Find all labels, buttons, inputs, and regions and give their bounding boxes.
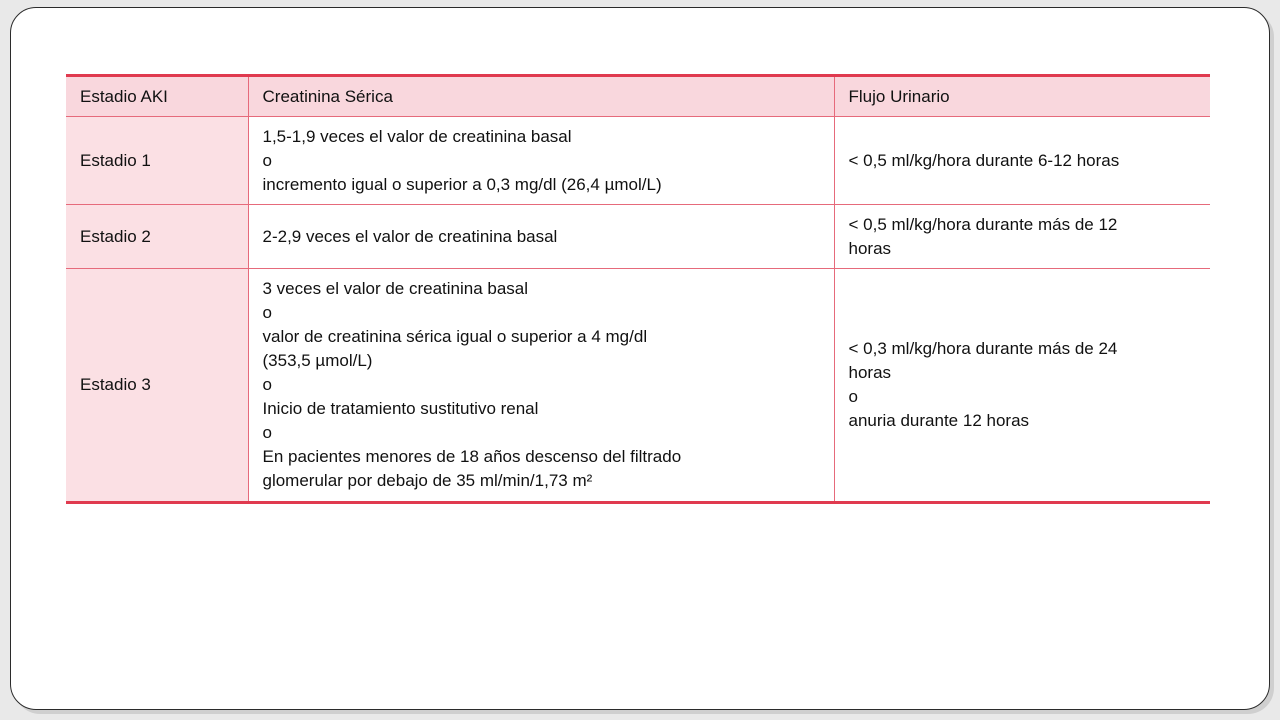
header-urine-flow: Flujo Urinario — [834, 76, 1210, 117]
creatinine-line: o — [262, 375, 272, 394]
urine-line: < 0,3 ml/kg/hora durante más de 24 — [848, 339, 1118, 358]
creatinine-line: 2-2,9 veces el valor de creatinina basal — [262, 226, 558, 246]
creatinine-cell — [248, 117, 834, 205]
creatinine-line: Inicio de tratamiento sustitutivo renal — [262, 399, 539, 418]
creatinine-cell — [248, 269, 834, 503]
table-header-row — [66, 76, 1210, 117]
creatinine-cell — [248, 205, 834, 269]
table-row — [66, 205, 1210, 269]
urine-line: < 0,5 ml/kg/hora durante más de 12 — [848, 214, 1118, 234]
creatinine-line: 1,5-1,9 veces el valor de creatinina basal — [262, 126, 572, 146]
creatinine-line: valor de creatinina sérica igual o superior a 4 mg/dl — [262, 327, 648, 346]
creatinine-line: incremento igual o superior a 0,3 mg/dl (26,4 µmol/L) — [262, 174, 662, 194]
creatinine-line: o — [262, 150, 272, 170]
stage-cell: Estadio 1 — [66, 117, 248, 205]
stage-cell: Estadio 2 — [66, 205, 248, 269]
urine-line: o — [848, 387, 858, 406]
urine-line: horas — [848, 363, 892, 382]
table-row — [66, 117, 1210, 205]
aki-staging-table — [66, 74, 1210, 504]
urine-line: anuria durante 12 horas — [848, 411, 1030, 430]
header-stage: Estadio AKI — [66, 76, 248, 117]
header-creatinine: Creatinina Sérica — [248, 76, 834, 117]
urine-cell — [834, 117, 1210, 205]
urine-cell — [834, 269, 1210, 503]
creatinine-line: o — [262, 423, 272, 442]
urine-line: horas — [848, 238, 892, 258]
table-row — [66, 269, 1210, 503]
creatinine-line: (353,5 µmol/L) — [262, 351, 373, 370]
creatinine-line: 3 veces el valor de creatinina basal — [262, 279, 529, 298]
urine-line: < 0,5 ml/kg/hora durante 6-12 horas — [848, 150, 1120, 170]
creatinine-line: o — [262, 303, 272, 322]
urine-cell — [834, 205, 1210, 269]
creatinine-line: glomerular por debajo de 35 ml/min/1,73 m² — [262, 471, 593, 490]
stage-cell: Estadio 3 — [66, 269, 248, 503]
creatinine-line: En pacientes menores de 18 años descenso del filtrado — [262, 447, 682, 466]
